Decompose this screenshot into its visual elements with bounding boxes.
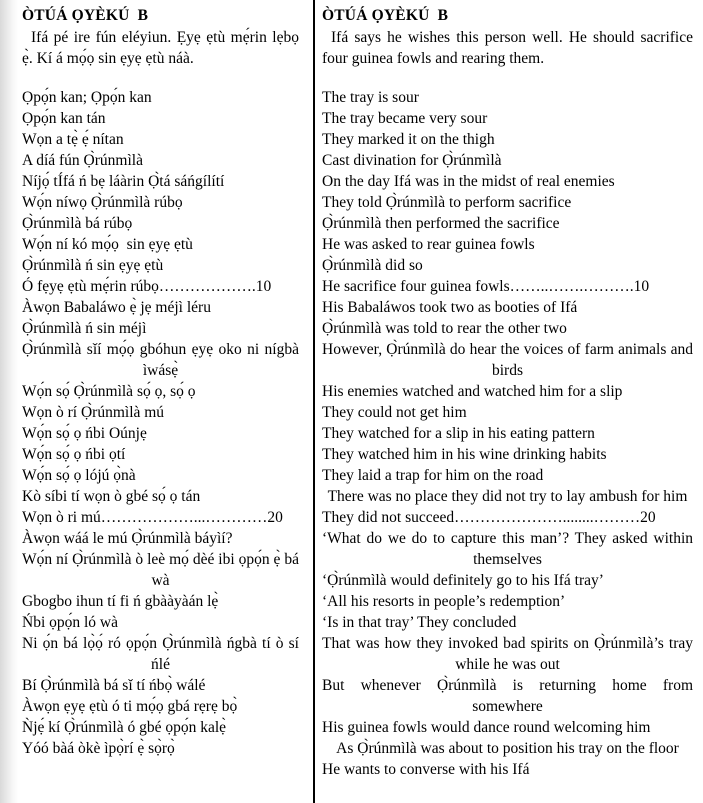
verse-line: They laid a trap for him on the road — [322, 467, 544, 484]
verse-line: Wọ́n sọ́ Ọ̀rúnmìlà sọ́ ọ, sọ́ ọ — [22, 383, 196, 400]
verse-line: Kò síbi tí wọn ò gbé sọ́ ọ tán — [22, 488, 201, 505]
verse-line: Ǹjẹ́ kí Ọ̀rúnmìlà ó gbé ọpọ́n kalẹ̀ — [22, 719, 227, 736]
verse-line: Ó fẹyẹ ẹtù mẹ́rin rúbọ……………….10 — [22, 278, 272, 295]
verse-line: Ọ̀rúnmìlà ń sin méjì — [22, 320, 147, 337]
verse-line: Wọ́n ní kó mọ́ọ sin ẹyẹ ẹtù — [22, 236, 193, 253]
verse-line: However, Ọ̀rúnmìlà do hear the voices of farm animals and birds — [322, 341, 693, 379]
verse-line: His guinea fowls would dance round welcoming him — [322, 719, 651, 736]
english-verse-list — [322, 87, 693, 780]
verse-line: Wọ́n níwọ Ọ̀rúnmìlà rúbọ — [22, 194, 183, 211]
verse-line: ‘Ọ̀rúnmìlà would definitely go to his Ifá tray’ — [322, 572, 604, 589]
verse-line: ‘All his resorts in people’s redemption’ — [322, 593, 566, 610]
verse-line: They told Ọ̀rúnmìlà to perform sacrifice — [322, 194, 572, 211]
verse-line: Wọn ò ri mú………………...…………20 — [22, 509, 283, 526]
verse-line: Ọ̀rúnmìlà ń sin ẹyẹ ẹtù — [22, 257, 164, 274]
verse-line: On the day Ifá was in the midst of real enemies — [322, 173, 615, 190]
verse-line: Ńbi ọpọ́n ló wà — [22, 614, 119, 631]
verse-line: ‘Is in that tray’ They concluded — [322, 614, 517, 631]
verse-line: But whenever Ọ̀rúnmìlà is returning home from somewhere — [322, 677, 693, 715]
verse-line: That was how they invoked bad spirits on Ọ̀rúnmìlà’s tray while he was out — [322, 635, 693, 673]
verse-line: The tray is sour — [322, 89, 419, 106]
verse-line: Yóó bàá òkè ìpọ̀rí ẹ̀ sọ̀rọ̀ — [22, 740, 175, 757]
verse-line: Ọ̀rúnmìlà bá rúbọ — [22, 215, 133, 232]
verse-line: Wọ́n ní Ọ̀rúnmìlà ò leè mọ́ dèé ibi ọpọ́n ẹ̀ bá wà — [22, 551, 299, 589]
yoruba-verse-list — [22, 87, 299, 759]
verse-line: They watched him in his wine drinking habits — [322, 446, 607, 463]
verse-line: ‘What do we do to capture this man’? They asked within themselves — [322, 530, 693, 568]
english-spacer — [322, 69, 693, 87]
verse-line: His Babaláwos took two as booties of Ifá — [322, 299, 578, 316]
english-heading: ÒTÚÁ ỌYÈKÚ B — [322, 7, 449, 24]
verse-line: Wọn a tẹ̀ ẹ́ nítan — [22, 131, 124, 148]
verse-line: As Ọ̀rúnmìlà was about to position his tray on the floor — [336, 740, 679, 757]
verse-line: Wọn ò rí Ọ̀rúnmìlà mú — [22, 404, 165, 421]
verse-line: Ni ọ́n bá lọ̀ọ́ ró ọpọ́n Ọ̀rúnmìlà ńgbà tí ò sí ńlé — [22, 635, 299, 673]
verse-line: Àwọn Babaláwo ẹ̀ jẹ méjì léru — [22, 299, 211, 316]
verse-line: Wọ́n sọ́ ọ lójú ọ̀nà — [22, 467, 136, 484]
verse-line: Àwọn wáá le mú Ọ̀rúnmìlà báyìí? — [22, 530, 233, 547]
verse-line: They marked it on the thigh — [322, 131, 495, 148]
verse-line: Wọ́n sọ́ ọ ńbi Oúnjẹ — [22, 425, 147, 442]
verse-line: Gbogbo ihun tí fi ń gbààyàán lẹ̀ — [22, 593, 219, 610]
yoruba-column — [0, 0, 313, 803]
verse-line: Ọ̀rúnmìlà sǐí mọ́ọ gbóhun ẹyẹ oko ni nígbà ìwásẹ̀ — [22, 341, 299, 379]
yoruba-heading: ÒTÚÁ ỌYÈKÚ B — [22, 7, 149, 24]
verse-line: His enemies watched and watched him for a slip — [322, 383, 623, 400]
verse-line: Ọpọ́n kan; Ọpọ́n kan — [22, 89, 152, 106]
verse-line: They watched for a slip in his eating pattern — [322, 425, 595, 442]
verse-line: Bí Ọ̀rúnmìlà bá sǐ tí ńbọ̀ wálé — [22, 677, 206, 694]
verse-line: Wọ́n sọ́ ọ ńbi ọtí — [22, 446, 126, 463]
verse-line: Ọ̀rúnmìlà then performed the sacrifice — [322, 215, 560, 232]
verse-line: The tray became very sour — [322, 110, 488, 127]
verse-line: He was asked to rear guinea fowls — [322, 236, 535, 253]
verse-line: He sacrifice four guinea fowls……..…….……….10 — [322, 278, 650, 295]
verse-line: Ọpọ́n kan tán — [22, 110, 106, 127]
verse-line: A díá fún Ọ̀rúnmìlà — [22, 152, 143, 169]
verse-line: Àwọn ẹyẹ ẹtù ó ti mọ́ọ gbá rẹrẹ bọ̀ — [22, 698, 238, 715]
verse-line: They could not get him — [322, 404, 467, 421]
verse-line: There was no place they did not try to lay ambush for him — [327, 488, 688, 505]
verse-line: Ọ̀rúnmìlà did so — [322, 257, 423, 274]
verse-line: He wants to converse with his Ifá — [322, 761, 530, 778]
verse-line: Níjọ́ tÍfá ń bẹ láàrin Ọ̀tá sáńgílítí — [22, 173, 225, 190]
english-column — [315, 0, 703, 803]
verse-line: They did not succeed…………………........………20 — [322, 509, 656, 526]
english-intro-paragraph: Ifá says he wishes this person well. He should sacrifice four guinea fowls and rearing them. — [322, 29, 693, 67]
verse-line: Cast divination for Ọ̀rúnmìlà — [322, 152, 502, 169]
yoruba-spacer — [22, 69, 299, 87]
yoruba-intro-paragraph: Ifá pé ire fún eléyiun. Ẹyẹ ẹtù mẹ́rin lẹbọ ẹ̀. Kí á mọ́ọ sin ẹyẹ ẹtù náà. — [22, 29, 299, 67]
verse-line: Ọ̀rúnmìlà was told to rear the other two — [322, 320, 567, 337]
